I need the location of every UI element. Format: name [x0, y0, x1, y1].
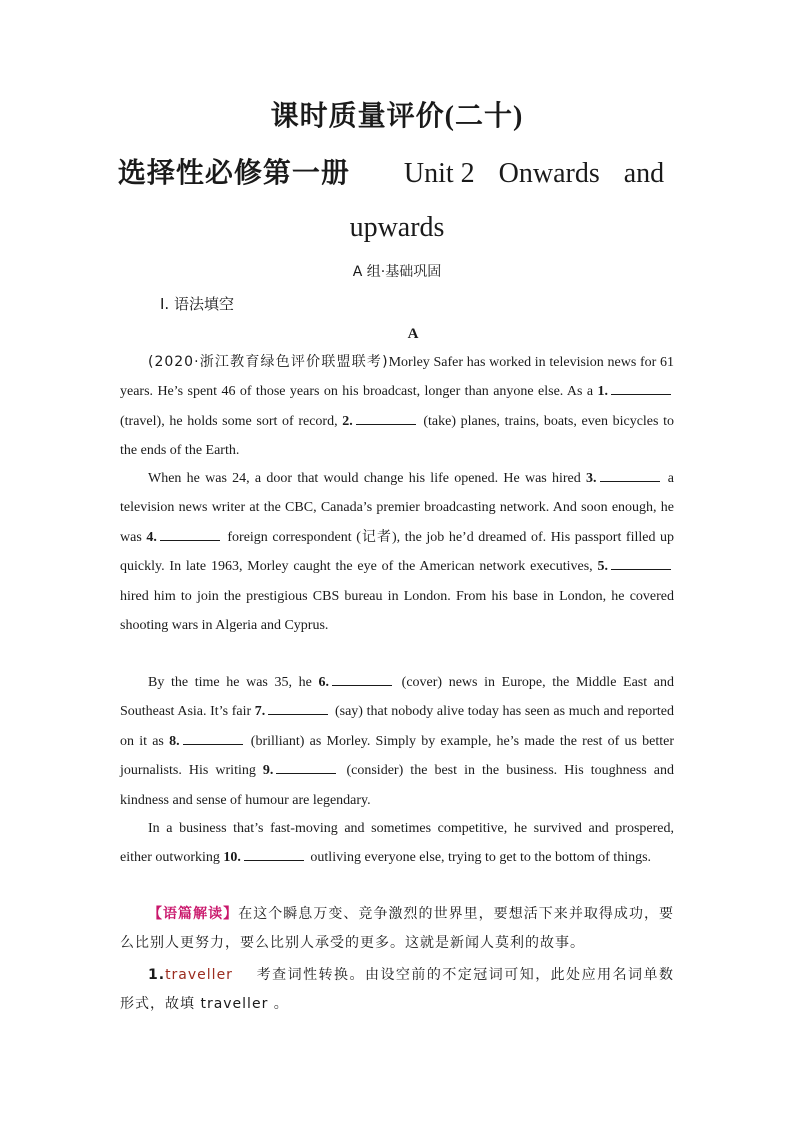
passage-paragraph-2: When he was 24, a door that would change his life opened. He was hired 3. a television news writer at the CBC, Canada’s premier broadcasting network. And soon enough, he was 4. foreign correspondent (记者), the job he’d dreamed of. His passport filled up quickly. In late 1963, Morley caught the eye of the American network executives, 5. hired him to join the prestigious CBS bureau in London. From his base in London, he covered shooting wars in Algeria and Cyprus. [120, 464, 674, 640]
blank-number-3: 3. [586, 471, 597, 486]
passage-analysis [120, 900, 674, 959]
passage-paragraph-3: By the time he was 35, he 6. (cover) news in Europe, the Middle East and Southeast Asia. It’s fair 7. (say) that nobody alive today has seen as much and reported on it as 8. (brilliant) as Morley. Simply by example, he’s made the rest of us better journalists. His writing 9. (consider) the best in the business. His toughness and kindness and sense of humour are legendary. [120, 668, 674, 815]
blank-10[interactable] [244, 846, 304, 861]
passage-paragraph-4: In a business that’s fast-moving and sometimes competitive, he survived and prospered, either outworking 10. outliving everyone else, trying to get to the bottom of things. [120, 821, 674, 866]
blank-6[interactable] [332, 671, 392, 686]
blank-4[interactable] [160, 526, 220, 541]
section-heading: Ⅰ. 语法填空 [160, 295, 234, 313]
blank-number-10: 10. [223, 850, 241, 866]
answer-item [120, 961, 674, 1020]
page-subtitle [0, 154, 794, 194]
analysis-label: 【语篇解读】 [148, 906, 239, 922]
blank-number-7: 7. [254, 704, 266, 720]
blank-number-2: 2. [342, 413, 353, 429]
subtitle-word-and: and [623, 158, 665, 189]
answer-word: traveller [165, 967, 233, 983]
blank-2[interactable] [356, 410, 416, 425]
page-subtitle-line2: upwards [349, 212, 445, 243]
blank-1[interactable] [611, 380, 671, 395]
blank-5[interactable] [611, 555, 671, 570]
subtitle-word-onwards: Onwards [498, 158, 600, 189]
blank-8[interactable] [183, 730, 243, 745]
passage-letter: A [407, 326, 419, 342]
blank-number-1: 1. [597, 384, 608, 400]
answer-explanation: 考查词性转换。由设空前的不定冠词可知，此处应用名词单数形式，故填 traveller 。 [120, 967, 674, 1013]
subtitle-book: 选择性必修第一册 [117, 158, 350, 189]
group-heading: A 组·基础巩固 [352, 264, 442, 280]
blank-number-5: 5. [597, 559, 608, 575]
analysis-text: 在这个瞬息万变、竞争激烈的世界里，要想活下来并取得成功，要么比别人更努力，要么比别人承受的更多。这就是新闻人莫利的故事。 [120, 906, 675, 952]
blank-number-6: 6. [318, 675, 330, 690]
blank-9[interactable] [276, 759, 336, 774]
passage-paragraph-1: (2020·浙江教育绿色评价联盟联考)Morley Safer has worked in television news for 61 years. He’s spent 46 of those years on his broadcast, longer than anyone else. As a 1. (travel), he holds some sort of record, 2. (take) planes, trains, boats, even bicycles to the ends of the Earth. [120, 354, 674, 459]
blank-3[interactable] [600, 467, 660, 482]
blank-7[interactable] [268, 700, 328, 715]
blank-number-9: 9. [262, 763, 274, 779]
blank-number-8: 8. [169, 733, 180, 749]
blank-number-4: 4. [146, 529, 157, 545]
subtitle-unit: Unit 2 [403, 158, 475, 189]
page-title: 课时质量评价(二十) [270, 101, 524, 132]
passage-source: (2020·浙江教育绿色评价联盟联考) [148, 354, 389, 370]
answer-number: 1. [148, 967, 166, 983]
